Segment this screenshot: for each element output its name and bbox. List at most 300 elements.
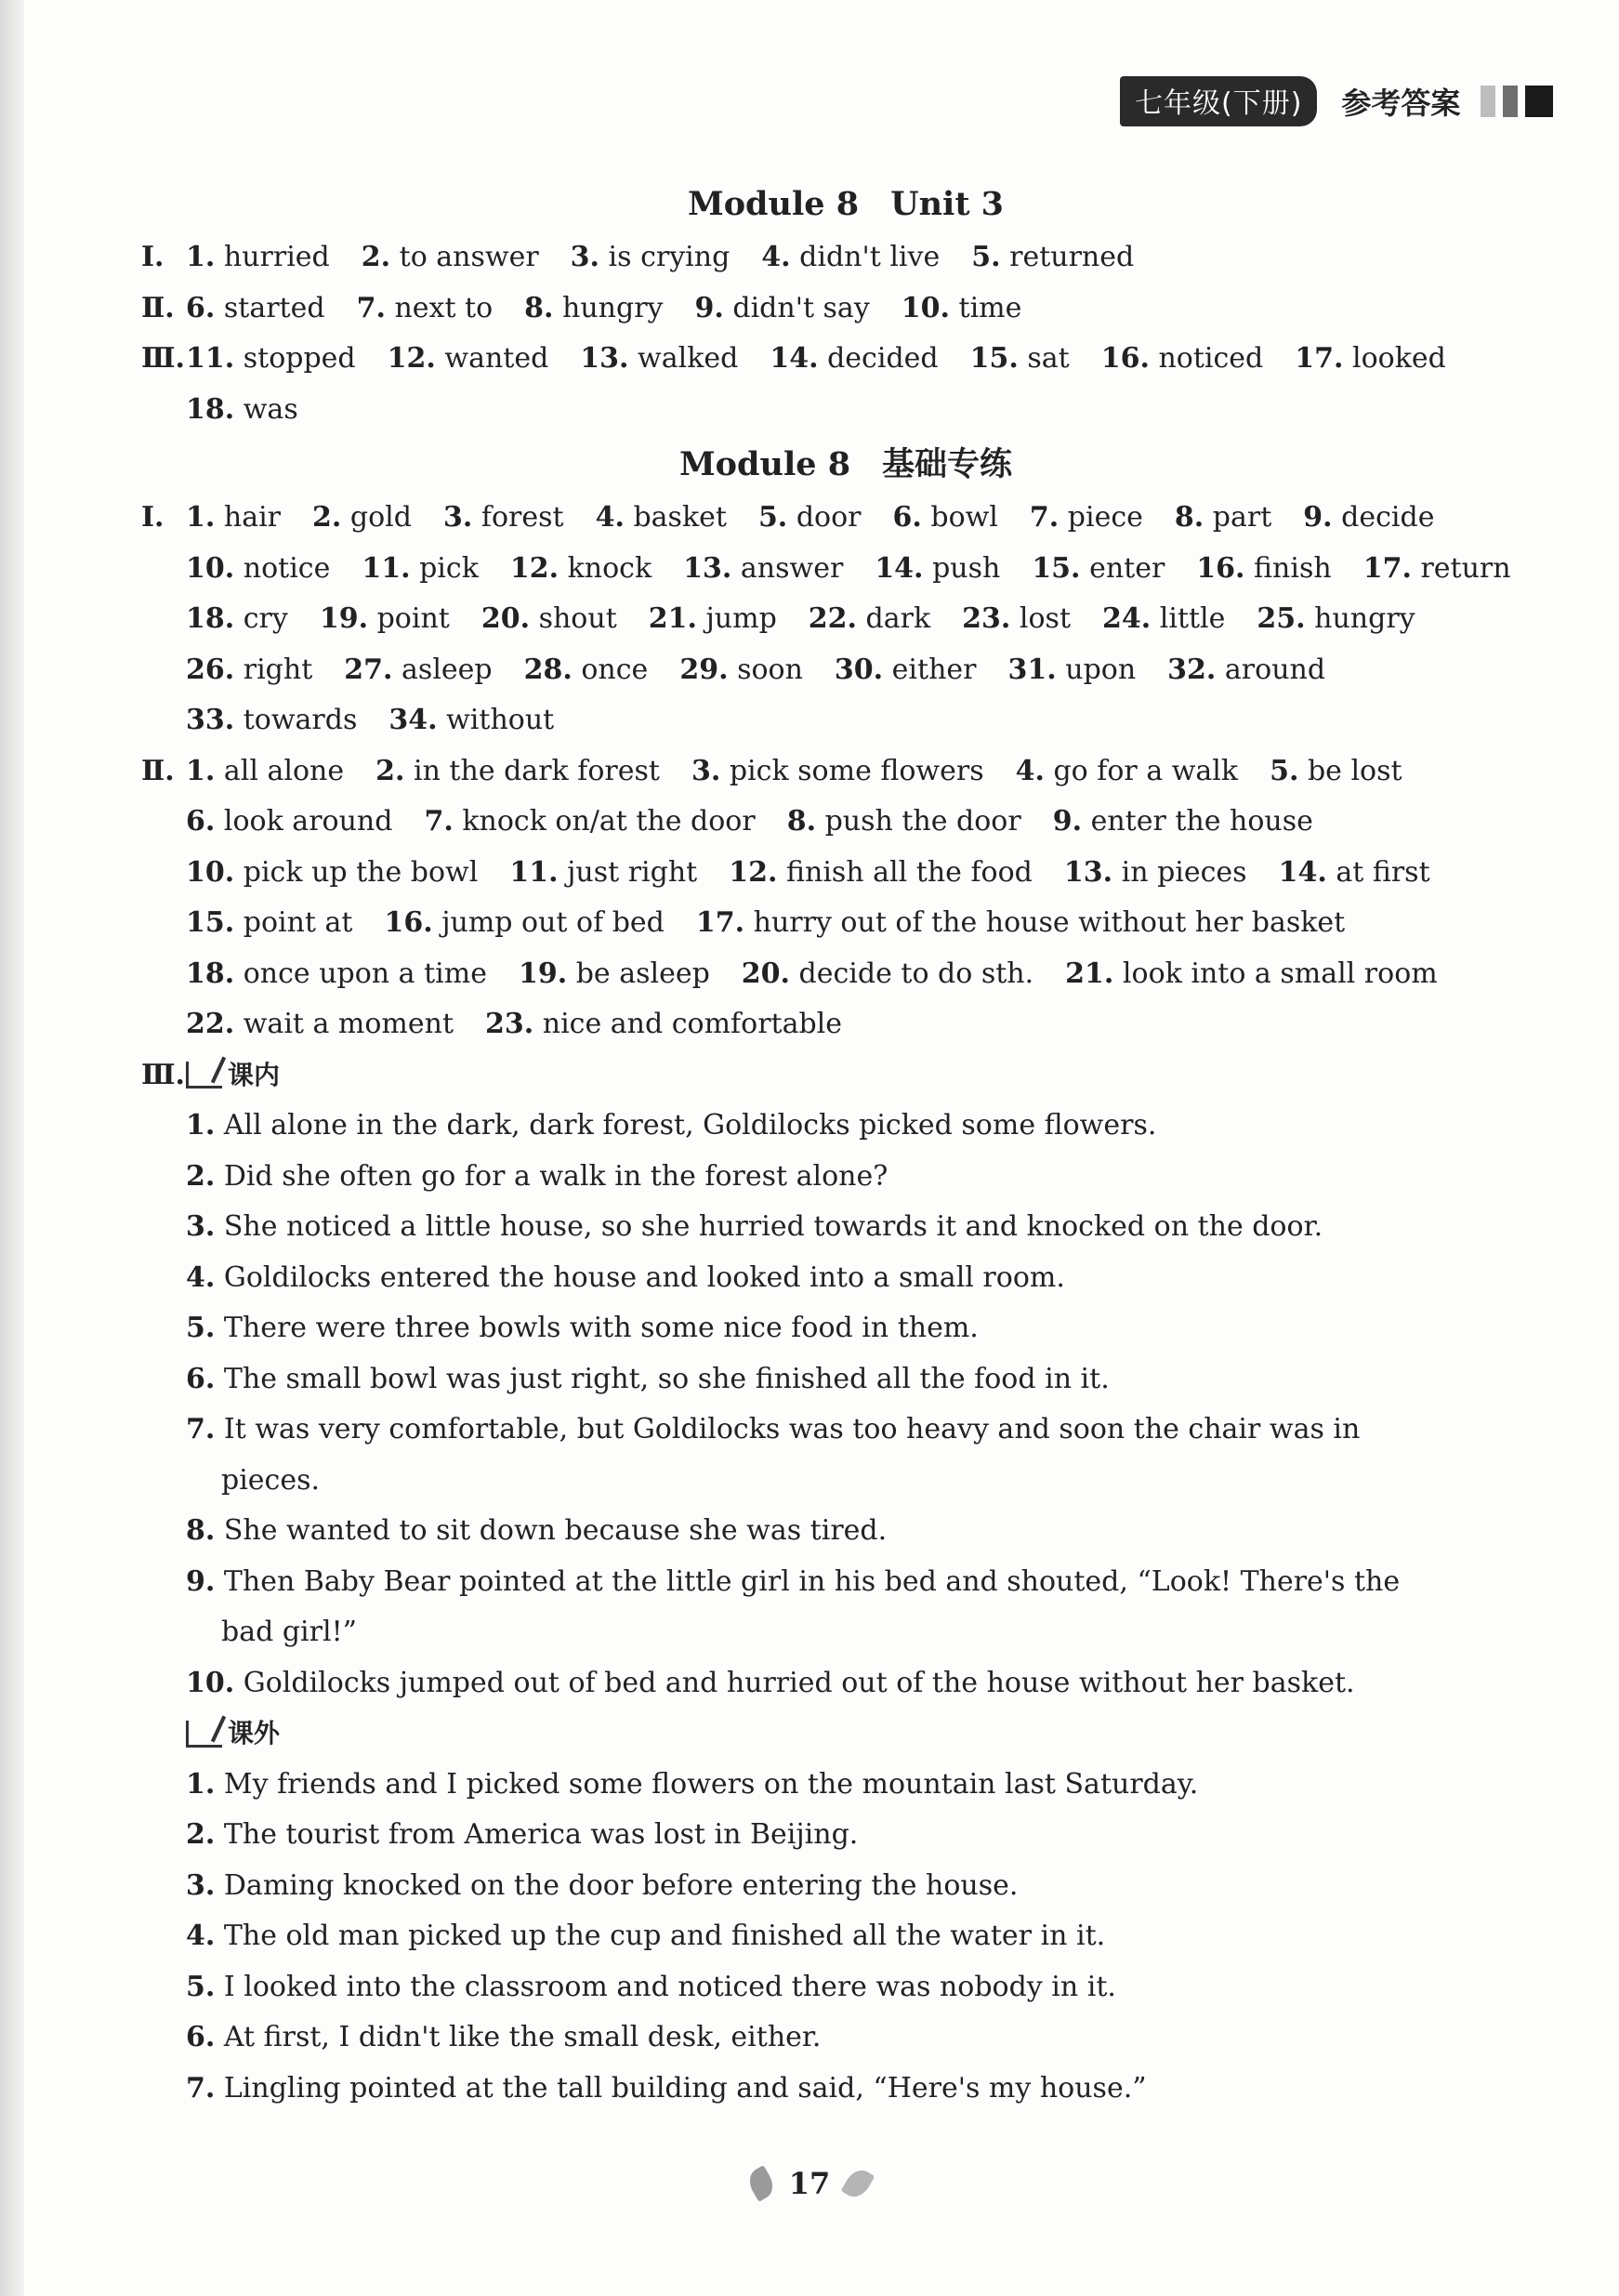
answer-item [524,292,663,324]
answer-item [186,755,344,787]
sentence-line [186,1253,1506,1304]
answer-item [892,501,997,534]
item-answer: started [223,291,325,324]
item-answer: finish all the food [785,855,1033,889]
answer-item [524,653,649,686]
section-title-unit3: Module 8 Unit 3 [687,185,1005,223]
answer-item [729,856,1033,889]
item-number: 18. [186,392,235,426]
item-number: 16. [384,906,433,939]
item-answer: be asleep [575,957,710,990]
outclass-heading [186,1709,1506,1760]
answer-item [1065,957,1438,990]
item-answer: in pieces [1121,855,1247,889]
item-answer: lost [1019,602,1071,635]
answer-item [1008,653,1137,686]
item-answer: soon [737,653,803,686]
sentence-number: 8. [186,1514,216,1547]
item-answer: was [243,392,298,426]
answer-item [742,957,1033,990]
answer-item [875,552,1000,585]
sentence-text: At first, I didn't like the small desk, either. [223,2021,822,2053]
answer-title: 参考答案 [1341,86,1461,121]
answer-item [962,602,1071,635]
answer-item [1257,602,1415,635]
item-number: 6. [186,291,216,324]
item-number: 15. [1032,551,1081,585]
item-answer: decide [1341,501,1435,534]
inclass-heading [141,1050,1506,1102]
answer-item [1053,805,1313,838]
roman-numeral: Ⅱ. [141,291,175,324]
item-number: 10. [186,855,235,889]
section-title-basics: Module 8 基础专练 [678,445,1013,483]
answer-line [186,645,1506,696]
sentence-line [186,1303,1506,1354]
answer-item [384,906,664,939]
item-answer: basket [633,501,727,534]
item-number: 23. [485,1008,534,1040]
item-answer: didn't live [799,241,941,273]
sentence-line [186,1354,1506,1405]
sentence-number: 1. [186,1767,216,1801]
answer-item [312,501,412,534]
answer-item [1270,755,1402,787]
item-number: 1. [186,241,216,273]
section-basics-answers [141,493,1511,1050]
item-answer: knock [567,551,652,585]
answer-line [186,999,1506,1050]
sentence-number: 3. [186,1868,216,1902]
answer-item [835,653,977,686]
page-header [1120,76,1553,126]
answer-item [683,552,843,585]
item-answer: once [581,653,649,686]
sentence-text: Did she often go for a walk in the forest alone? [223,1159,888,1193]
item-answer: without [446,704,555,736]
answer-item [388,704,554,736]
answer-item [509,856,697,889]
sentence-line [186,2064,1506,2115]
item-number: 21. [1065,957,1114,990]
item-number: 5. [971,241,1001,273]
item-answer: wanted [444,342,549,375]
answer-item [186,241,330,273]
item-answer: around [1224,653,1326,686]
sentence-line [186,1760,1506,1811]
answer-item [186,501,281,534]
page-edge [0,0,24,2296]
item-number: 2. [361,241,391,273]
answer-item [186,602,288,635]
sentence-text: bad girl!” [221,1616,357,1648]
item-answer: knock on/at the door [462,805,756,838]
sentence-line [186,1152,1506,1203]
item-answer: be lost [1307,754,1402,787]
item-answer: hurry out of the house without her basket [753,906,1346,939]
answer-line [141,746,1506,798]
item-answer: next to [394,291,494,324]
section-unit3-answers [141,232,1506,435]
item-answer: wait a moment [243,1008,454,1040]
item-answer: is crying [608,241,731,273]
item-number: 17. [695,906,745,939]
sentence-number: 5. [186,1312,216,1344]
sentence-text: Daming knocked on the door before entering the house. [223,1868,1019,1902]
item-answer: once upon a time [243,957,487,990]
item-number: 16. [1100,342,1150,375]
item-number: 15. [969,342,1019,375]
item-number: 19. [518,957,568,990]
answer-item [758,501,862,534]
answer-item [691,755,984,787]
answer-item [362,552,479,585]
answer-item [1279,856,1430,889]
item-answer: decide to do sth. [798,957,1034,990]
item-answer: in the dark forest [413,754,660,787]
answer-content [141,177,1511,2114]
sentence-number: 2. [186,1818,216,1851]
sentence-text: She wanted to sit down because she was tired. [223,1514,888,1547]
sentence-number: 6. [186,2021,216,2053]
sentence-text: Then Baby Bear pointed at the little girl in his bed and shouted, “Look! There's the [223,1564,1401,1598]
item-answer: sat [1027,342,1070,375]
item-number: 21. [648,602,697,635]
sentence-number: 4. [186,1920,216,1952]
item-answer: look around [223,805,393,838]
item-number: 17. [1295,342,1344,375]
item-number: 22. [808,602,857,635]
item-number: 14. [1278,855,1327,889]
item-number: 14. [770,342,819,375]
answer-item [787,805,1021,838]
answer-item [510,552,652,585]
answer-item [596,501,727,534]
item-answer: push [932,551,1001,585]
item-number: 32. [1167,653,1217,686]
sentence-line [186,2012,1506,2064]
answer-item [424,805,755,838]
roman-numeral: Ⅰ. [141,241,165,273]
answer-item [320,602,450,635]
item-answer: hungry [1314,602,1415,635]
answer-item [485,1008,842,1040]
answer-item [809,602,930,635]
answer-item [1030,501,1143,534]
sentence-text: The small bowl was just right, so she finished all the food in it. [223,1362,1110,1395]
answer-line [186,949,1506,1000]
answer-item [362,241,539,273]
answer-line [186,797,1506,848]
item-number: 20. [480,602,531,635]
answer-line [186,898,1506,949]
item-answer: either [891,653,977,686]
item-answer: hurried [223,241,330,273]
inclass-label: 课内 [228,1059,281,1090]
item-number: 23. [962,602,1011,635]
sentence-line [186,1861,1506,1912]
sentence-line [186,1202,1506,1253]
item-number: 12. [509,551,559,585]
item-number: 14. [875,551,924,585]
answer-item [970,342,1070,375]
answer-item [1064,856,1247,889]
answer-item [186,805,392,838]
item-number: 12. [387,342,436,375]
item-answer: noticed [1158,342,1264,375]
outclass-label: 课外 [228,1718,281,1748]
answer-item [443,501,564,534]
answer-item [571,241,731,273]
roman-numeral: Ⅲ. [141,1058,185,1091]
item-number: 17. [1362,551,1412,585]
inclass-sentences [186,1101,1506,1709]
item-number: 29. [679,653,729,686]
answer-item [1101,342,1264,375]
item-answer: jump [705,602,777,635]
item-number: 30. [834,653,884,686]
item-answer: part [1212,501,1272,534]
item-number: 6. [892,501,922,534]
item-answer: look into a small room [1122,957,1438,990]
answer-item [761,241,940,273]
item-number: 3. [570,241,599,273]
answer-line [186,848,1506,899]
item-number: 12. [729,855,778,889]
answer-item [186,653,312,686]
item-answer: at first [1336,855,1430,889]
item-answer: push the door [824,805,1021,838]
answer-line [186,695,1506,746]
sentence-number: 1. [186,1109,216,1141]
item-answer: return [1420,551,1511,585]
item-answer: looked [1352,342,1446,375]
item-number: 5. [1270,754,1299,787]
item-number: 9. [1052,805,1083,838]
book-pen-icon [186,1062,222,1089]
sentence-number: 7. [186,1413,216,1445]
sentence-line [186,1607,1506,1658]
item-number: 28. [523,653,573,686]
outclass-sentences [186,1760,1506,2115]
sentence-text: The tourist from America was lost in Beijing. [223,1818,859,1851]
item-number: 31. [1007,653,1057,686]
item-number: 18. [186,602,235,635]
answer-item [186,856,478,889]
sentence-text: The old man picked up the cup and finished all the water in it. [223,1920,1106,1952]
answer-item [186,906,352,939]
item-number: 2. [375,754,405,787]
sentence-text: She noticed a little house, so she hurried towards it and knocked on the door. [223,1210,1323,1243]
sentence-text: I looked into the classroom and noticed there was nobody in it. [223,1970,1116,2003]
item-answer: asleep [401,653,493,686]
item-number: 9. [1303,501,1333,534]
answer-item [1303,501,1434,534]
item-answer: bowl [930,501,998,534]
item-answer: door [796,501,862,534]
item-number: 11. [509,855,559,889]
item-answer: point at [243,906,353,939]
sentence-number: 5. [186,1970,216,2003]
item-number: 11. [362,551,411,585]
item-answer: hair [223,501,282,534]
leaf-icon [841,2165,875,2202]
item-answer: pick some flowers [729,754,984,787]
grade-tag: 七年级(下册) [1120,76,1317,126]
item-answer: upon [1065,653,1137,686]
item-number: 6. [186,805,216,838]
item-answer: all alone [223,754,345,787]
sentence-line [186,1405,1506,1456]
answer-item [649,602,777,635]
answer-item [770,342,938,375]
sentence-text: Lingling pointed at the tall building and said, “Here's my house.” [223,2071,1147,2105]
book-pen-icon [186,1721,222,1748]
item-answer: to answer [399,241,539,273]
item-number: 20. [741,957,790,990]
item-number: 4. [761,241,791,273]
sentence-line [186,1557,1506,1608]
item-answer: gold [349,501,412,534]
sentence-line [186,1456,1506,1507]
item-answer: piece [1067,501,1143,534]
item-answer: forest [480,501,564,534]
answer-item [186,957,487,990]
answer-item [481,602,617,635]
item-answer: nice and comfortable [542,1008,843,1040]
answer-item [186,292,325,324]
item-number: 3. [442,501,473,534]
sentence-text: Goldilocks entered the house and looked into a small room. [223,1260,1065,1294]
item-number: 13. [1063,855,1113,889]
item-number: 8. [1174,501,1204,534]
sentence-text: Goldilocks jumped out of bed and hurried out of the house without her basket. [243,1666,1355,1699]
answer-line [141,232,1506,284]
item-number: 24. [1102,602,1152,635]
answer-item [1363,552,1511,585]
sentence-line [186,1911,1506,1962]
item-answer: towards [243,704,358,736]
item-number: 5. [757,501,788,534]
item-answer: decided [827,342,939,375]
item-answer: time [958,291,1022,324]
sentence-line [186,1658,1506,1709]
item-number: 7. [424,805,454,838]
item-answer: returned [1009,241,1135,273]
item-answer: pick [419,551,479,585]
item-number: 10. [901,291,950,324]
item-answer: pick up the bowl [243,855,479,889]
page-number: 17 [788,2166,831,2201]
answer-item [695,292,870,324]
roman-numeral: Ⅱ. [141,754,175,787]
item-answer: walked [638,342,739,375]
answer-line [141,334,1506,385]
sentence-number: 6. [186,1362,216,1395]
item-number: 1. [186,754,216,787]
item-answer: shout [538,602,617,635]
item-answer: hungry [562,291,664,324]
item-number: 11. [186,342,235,375]
answer-item [1196,552,1331,585]
sentence-text: All alone in the dark, dark forest, Goldilocks picked some flowers. [223,1109,1157,1141]
item-answer: little [1159,602,1226,635]
sentence-number: 4. [186,1260,216,1294]
item-answer: finish [1254,551,1332,585]
item-number: 4. [1015,754,1045,787]
answer-item [186,552,330,585]
answer-item [1167,653,1325,686]
roman-numeral: Ⅲ. [141,342,185,375]
sentence-line [186,1810,1506,1861]
answer-item [186,342,356,375]
sentence-text: It was very comfortable, but Goldilocks was too heavy and soon the chair was in [223,1413,1361,1445]
sentence-number: 9. [186,1564,216,1598]
item-number: 9. [694,291,724,324]
answer-line [141,493,1506,544]
item-answer: stopped [243,342,356,375]
item-number: 25. [1257,602,1306,635]
item-number: 15. [186,906,235,939]
item-answer: just right [567,855,698,889]
item-number: 22. [186,1008,235,1040]
item-answer: enter the house [1090,805,1313,838]
answer-item [519,957,710,990]
answer-item [357,292,494,324]
item-number: 4. [595,501,625,534]
item-number: 8. [786,805,817,838]
sentence-number: 10. [186,1666,235,1699]
answer-item [1102,602,1225,635]
item-answer: notice [243,551,331,585]
item-number: 7. [1029,501,1060,534]
sentence-number: 2. [186,1159,216,1193]
item-answer: didn't say [732,291,870,324]
item-number: 8. [524,291,554,324]
answer-item [696,906,1345,939]
sentence-line [186,1101,1506,1152]
answer-item [580,342,738,375]
item-number: 18. [186,957,235,990]
item-number: 26. [186,653,235,686]
item-number: 10. [186,551,235,585]
answer-item [186,393,298,426]
item-answer: answer [740,551,844,585]
answer-line [186,544,1511,595]
leaf-icon [744,2165,778,2202]
item-number: 13. [580,342,629,375]
answer-item [1175,501,1271,534]
roman-numeral: Ⅰ. [141,501,165,534]
answer-line [186,385,1506,436]
item-answer: right [243,653,313,686]
sentence-number: 7. [186,2071,216,2105]
answer-item [1016,755,1238,787]
sentence-text: My friends and I picked some flowers on the mountain last Saturday. [223,1767,1199,1801]
item-number: 16. [1196,551,1245,585]
sentence-line [186,1962,1506,2013]
item-answer: jump out of bed [441,906,665,939]
answer-item [1295,342,1446,375]
header-decoration [1481,86,1553,117]
answer-item [902,292,1022,324]
sentence-text: There were three bowls with some nice food in them. [223,1312,979,1344]
item-number: 27. [344,653,393,686]
item-number: 34. [388,704,438,736]
answer-item [971,241,1134,273]
sentence-line [186,1506,1506,1557]
answer-item [186,704,357,736]
